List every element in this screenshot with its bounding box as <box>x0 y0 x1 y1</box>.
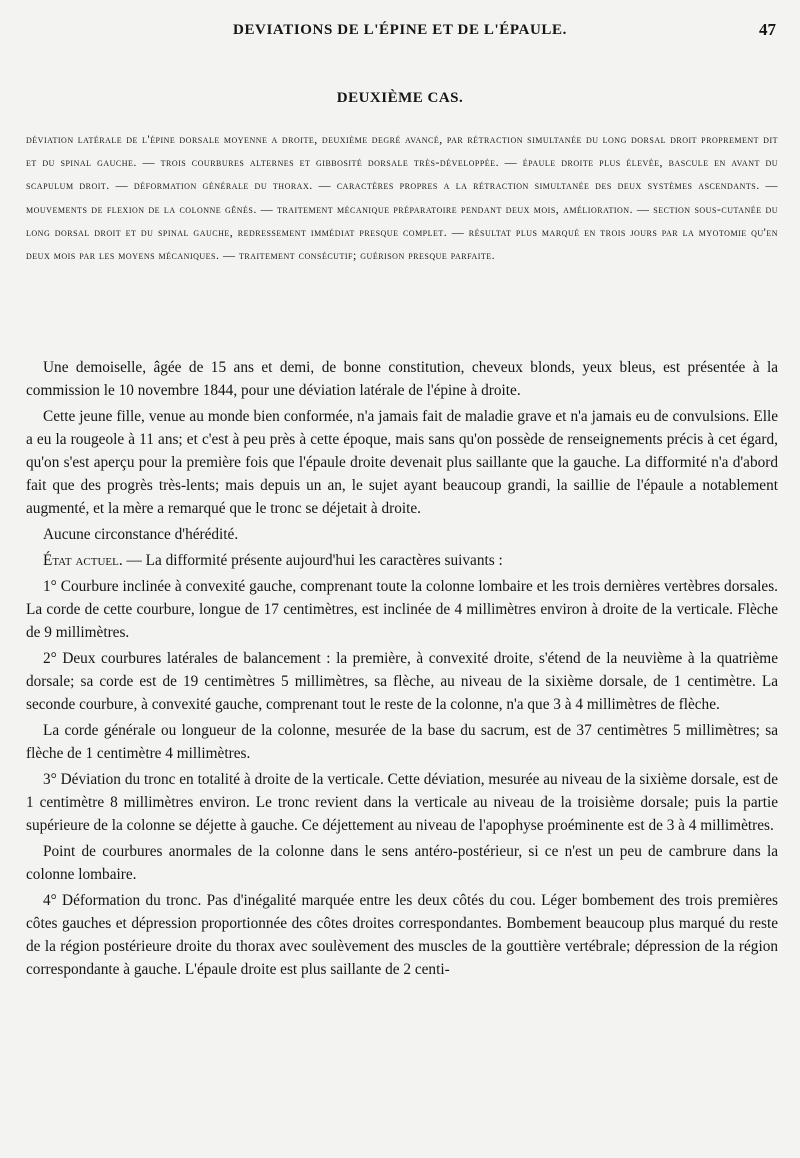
paragraph-trunk-deviation: 3° Déviation du tronc en totalité à droite de la verticale. Cette déviation, mesurée au niveau de la sixième dorsale, est de 1 centimètre 8 millimètres environ. Le tronc revient dans la verticale au niveau de la troisième dorsale; puis la partie supérieure de la colonne se déjette à gauche. Ce déjettement au niveau de l'apophyse proéminente est de 3 à 4 millimètres. <box>26 771 778 834</box>
page-number: 47 <box>759 20 776 39</box>
paragraph-intro: Une demoiselle, âgée de 15 ans et demi, de bonne constitution, cheveux blonds, yeux bleus, est présentée à la commission le 10 novembre 1844, pour une déviation latérale de l'épine à droite. <box>26 359 778 399</box>
paragraph-curve-2: 2° Deux courbures latérales de balancement : la première, à convexité droite, s'étend de la neuvième à la quatrième dorsale; sa corde est de 19 centimètres 5 millimètres, sa flèche, au niveau de la sixième dorsale, de 1 centimètre. La seconde courbure, à convexité gauche, comprenant tout le reste de la colonne, n'a que 3 à 4 millimètres de flèche. <box>26 650 778 713</box>
running-title: DEVIATIONS DE L'ÉPINE ET DE L'ÉPAULE. <box>233 22 567 38</box>
paragraph-curve-1: 1° Courbure inclinée à convexité gauche, comprenant toute la colonne lombaire et les trois dernières vertèbres dorsales. La corde de cette courbure, longue de 17 centimètres, est inclinée de 4 millimètres environ à droite de la verticale. Flèche de 9 millimètres. <box>26 578 778 641</box>
body-text <box>26 356 778 984</box>
etat-actuel-label: État actuel. <box>43 552 123 569</box>
paragraph-heredity: Aucune circonstance d'hérédité. <box>43 526 239 543</box>
paragraph-trunk-deformation: 4° Déformation du tronc. Pas d'inégalité marquée entre les deux côtés du cou. Léger bombement des trois premières côtes gauches et dépression proportionnée des côtes droites correspondantes. Bombement beaucoup plus marqué du reste de la région postérieure droite du thorax avec soulèvement des muscles de la gouttière vertébrale; dépression de la région correspondante à gauche. L'épaule droite est plus saillante de 2 centi- <box>26 892 778 978</box>
case-summary: déviation latérale de l'épine dorsale moyenne a droite, deuxième degré avancé, par rétraction simultanée du long dorsal droit proprement dit et du spinal gauche. — trois courbures alternes et gibbosité dorsale très-développée. — épaule droite plus élevée, bascule en avant du scapulum droit. — déformation générale du thorax. — caractères propres a la rétraction simultanée des deux systèmes ascendants. — mouvements de flexion de la colonne gênés. — traitement mécanique préparatoire pendant deux mois, amélioration. — section sous-cutanée du long dorsal droit et du spinal gauche, redressement immédiat presque complet. — résultat plus marqué en trois jours par la myotomie qu'en deux mois par les moyens mécaniques. — traitement consécutif; guérison presque parfaite. <box>26 132 778 263</box>
paragraph-history: Cette jeune fille, venue au monde bien conformée, n'a jamais fait de maladie grave et n'a jamais eu de convulsions. Elle a eu la rougeole à 11 ans; et c'est à peu près à cette époque, mais sans qu'on possède de renseignements précis à cet égard, qu'on s'est aperçu pour la première fois que l'épaule droite devenait plus saillante que la gauche. La difformité n'a d'abord fait que des progrès très-lents; mais depuis un an, le sujet ayant beaucoup grandi, la saillie de l'épaule a notablement augmenté, et la mère a remarqué que le tronc se déjetait à droite. <box>26 408 778 517</box>
paragraph-general-chord: La corde générale ou longueur de la colonne, mesurée de la base du sacrum, est de 37 centimètres 5 millimètres; sa flèche de 1 centimètre 4 millimètres. <box>26 722 778 762</box>
etat-actuel-text: — La difformité présente aujourd'hui les caractères suivants : <box>122 552 503 569</box>
case-title: DEUXIÈME CAS. <box>336 90 464 106</box>
paragraph-etat-actuel <box>26 549 778 572</box>
running-head <box>0 20 800 44</box>
paragraph-antero-posterior: Point de courbures anormales de la colonne dans le sens antéro-postérieur, si ce n'est un peu de cambrure dans la colonne lombaire. <box>26 843 778 883</box>
